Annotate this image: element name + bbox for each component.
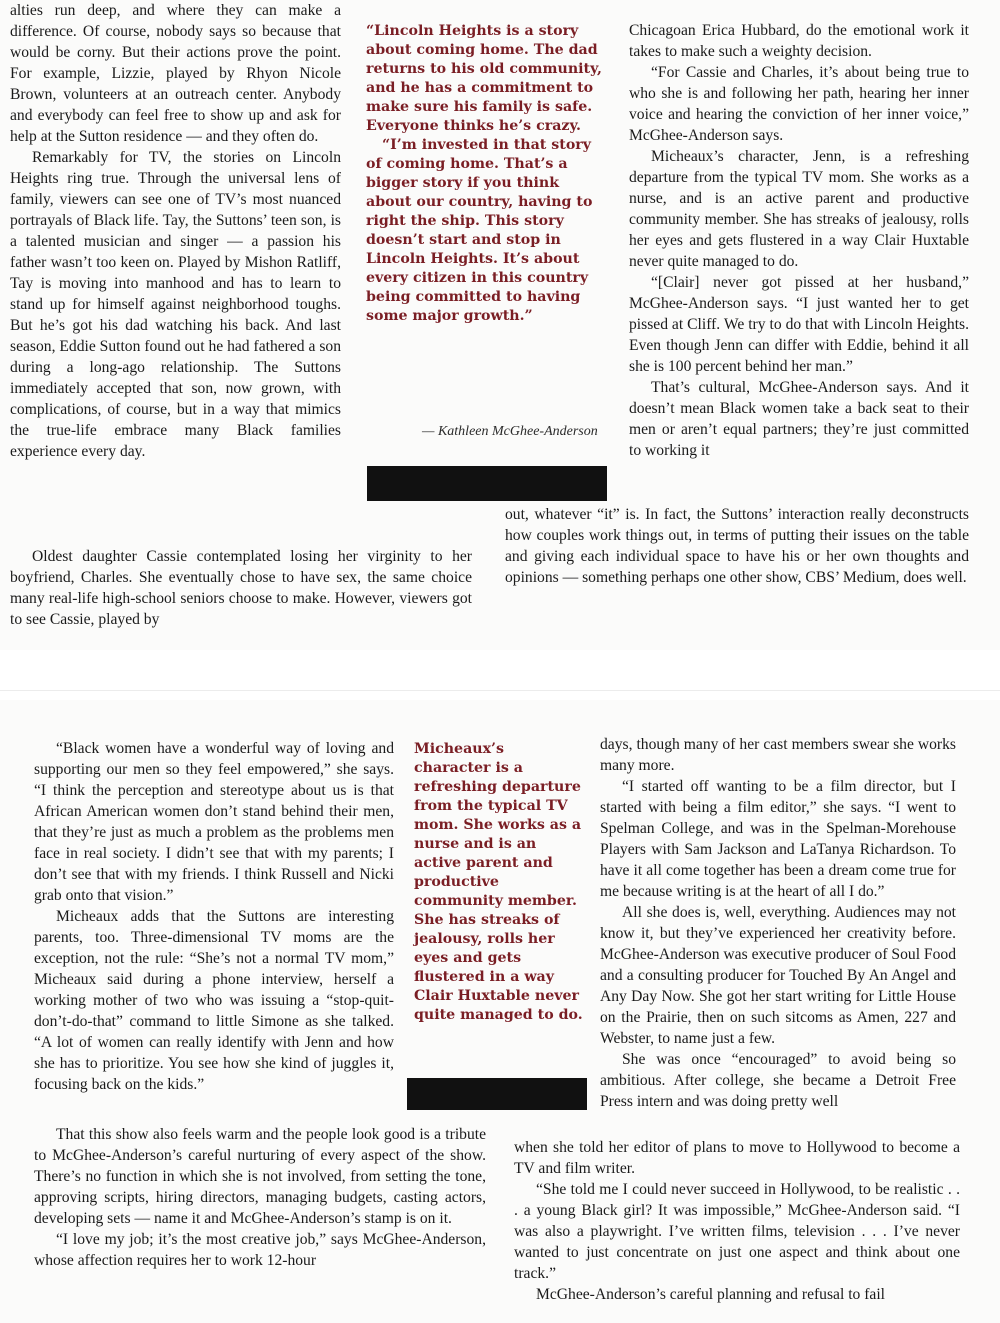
paragraph: “I started off wanting to be a film director, but I started with being a film editor,” she says. “I went to Spelman College, and was in the Spelman-Morehouse Players with Sam Jackson and LaTanya Richardson. To have it all come together has been a dream come true for me because writing is at the heart of all I do.” [600,778,956,900]
paragraph: McGhee-Anderson’s careful planning and refusal to fail [536,1286,886,1303]
paragraph: “For Cassie and Charles, it’s about being true to who she is and following her path, hearing her inner voice and hearing the conviction of her inner voice,” McGhee-Anderson says. [629,64,969,144]
pull-quote-paragraph: “Lincoln Heights is a story about coming home. The dad returns to his old community, and he has a commitment to make sure his family is safe. Everyone thinks he’s crazy. [366,23,602,134]
paragraph: That this show also feels warm and the people look good is a tribute to McGhee-Anderson’s careful nurturing of every aspect of the show. There’s no function in which she is not involved, from setting the tone, approving scripts, hiring directors, managing budgets, casting actors, developing sets — name it and McGhee-Anderson’s stamp is on it. [34,1126,486,1227]
top-right-column [629,20,969,461]
top-pull-quote [366,22,606,326]
pull-quote-paragraph: “I’m invested in that story of coming home. That’s a bigger story if you think about our country, having to right the ship. This story doesn’t start and stop in Lincoln Heights. It’s about every citizen in this country being committed to having some major growth.” [366,137,593,324]
paragraph: “[Clair] never got pissed at her husband,” McGhee-Anderson says. “I just wanted her to get pissed at Cliff. We try to do that with Lincoln Heights. Even though Jenn can differ with Eddie, behind it all she is 100 percent behind her man.” [629,274,969,375]
paragraph: She was once “encouraged” to avoid being so ambitious. After college, she became a Detroit Free Press intern and was doing pretty well [600,1051,956,1110]
paragraph: “Black women have a wonderful way of loving and supporting our men so they feel empowered,” she says. “I think the perception and stereotype about us is that African American women don’t stand behind their men, that they’re just as much a problem as the problems men face in real society. I didn’t see that with my parents; I don’t see that with my friends. I think Russell and Nicki grab onto that vision.” [34,740,394,904]
paragraph: alties run deep, and where they can make a difference. Of course, nobody says so because that would be corny. But their actions prove the point. For example, Lizzie, played by Rhyon Nicole Brown, volunteers at an outreach center. Anybody and everybody can feel free to show up and ask for help at the Sutton residence — and they often do. [10,2,341,145]
paragraph: “I love my job; it’s the most creative job,” says McGhee-Anderson, whose affection requires her to work 12-hour [34,1231,486,1269]
top-left-wide-text [10,546,472,630]
top-right-wide-text [505,504,969,588]
paragraph: Oldest daughter Cassie contemplated losing her virginity to her boyfriend, Charles. She eventually chose to have sex, the same choice many real-life high-school seniors choose to make. However, viewers got to see Cassie, played by [10,548,472,628]
bottom-left-wide-text [34,1124,486,1271]
black-bar [367,466,607,501]
bottom-right-column [600,734,956,1112]
paragraph: days, though many of her cast members swear she works many more. [600,736,956,774]
bottom-right-wide-text [514,1137,960,1305]
top-left-column [10,0,341,462]
paragraph: That’s cultural, McGhee-Anderson says. And it doesn’t mean Black women take a back seat to their men or aren’t equal partners; they’re just committed to working it [629,379,969,459]
paragraph: “She told me I could never succeed in Hollywood, to be realistic . . . a young Black girl? It was impossible,” McGhee-Anderson said. “I was also a playwright. I’ve written films, television . . . I’ve never wanted to just concentrate on just one aspect and think about one track.” [514,1181,960,1282]
pull-quote-paragraph: Micheaux’s character is a refreshing departure from the typical TV mom. She works as a nurse and is an active parent and productive community member. She has streaks of jealousy, rolls her eyes and gets flustered in a way Clair Huxtable never quite managed to do. [414,741,583,1023]
bottom-left-column [34,738,394,1095]
bottom-pull-quote [414,740,584,1025]
paragraph: Micheaux’s character, Jenn, is a refreshing departure from the typical TV mom. She works as a nurse, and is an active parent and productive community member. She has streaks of jealousy, rolls her eyes and gets flustered in a way Clair Huxtable never quite managed to do. [629,148,969,270]
black-bar [407,1078,587,1110]
quote-attribution: — Kathleen McGhee-Anderson [422,424,598,439]
section-divider [0,690,1000,691]
paragraph: when she told her editor of plans to move to Hollywood to become a TV and film writer. [514,1139,960,1177]
paragraph: All she does is, well, everything. Audiences may not know it, but they’ve experienced her creativity before. McGhee-Anderson was executive producer of Soul Food and a consulting producer for Touched By An Angel and Any Day Now. She got her start writing for Little House on the Prairie, then on such sitcoms as Amen, 227 and Webster, to name just a few. [600,904,956,1047]
paragraph: Micheaux adds that the Suttons are interesting parents, too. Three-dimensional TV moms are the exception, not the rule: “She’s not a normal TV mom,” Micheaux said during a phone interview, herself a working mother of two who was issuing a “stop-quit-don’t-do-that” command to little Simone as she talked. “A lot of women can really identify with Jenn and how she has to prioritize. You see how she kind of juggles it, focusing back on the kids.” [34,908,394,1093]
paragraph: Remarkably for TV, the stories on Lincoln Heights ring true. Through the universal lens of family, viewers can see one of TV’s most nuanced portrayals of Black life. Tay, the Suttons’ teen son, is a talented musician and singer — a passion his father wasn’t too keen on. Played by Mishon Ratliff, Tay is moving into manhood and has to learn to stand up for himself against neighborhood toughs. But he’s got his dad watching his back. And last season, Eddie Sutton found out he had fathered a son during a long-ago relationship. The Suttons immediately accepted that son, now grown, with complications, of course, but in a way that mimics the true-life embrace many Black families experience every day. [10,149,341,460]
paragraph: Chicagoan Erica Hubbard, do the emotional work it takes to make such a weighty decision. [629,22,969,60]
paragraph: out, whatever “it” is. In fact, the Suttons’ interaction really deconstructs how couples work things out, in terms of putting their issues on the table and giving each individual space to have his or her own thoughts and opinions — something perhaps one other show, CBS’ Medium, does well. [505,506,969,586]
